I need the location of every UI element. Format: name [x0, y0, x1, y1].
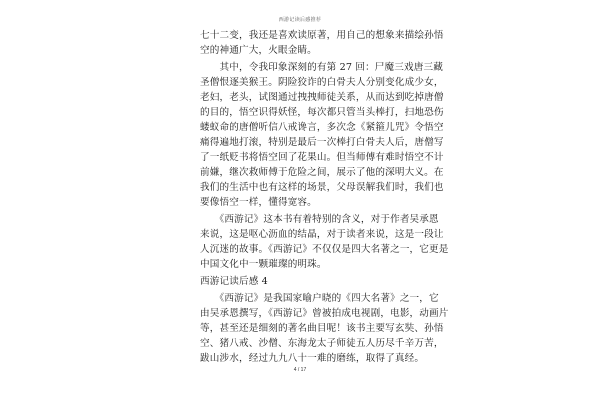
text-line: 痛得遍地打滚，特别是最后一次棒打白骨夫人后，唐僧写 [200, 137, 444, 148]
text-line: 《西游记》是我国家喻户晓的《四大名著》之一，它 [200, 293, 439, 304]
document-body [200, 28, 449, 366]
text-line: 空、猪八戒、沙僧、东海龙太子师徒五人历尽千辛万苦， [200, 338, 444, 349]
paragraph-4 [200, 291, 449, 366]
text-line: 前嫌，继次救师傅于危险之间，展示了他的深明大义。在 [200, 167, 444, 178]
text-line: 了一纸贬书将悟空回了花果山。但当师傅有难时悟空不计 [200, 152, 444, 163]
text-line: 来说，这是呕心沥血的结晶，对于读者来说，这是一段让 [200, 229, 444, 240]
page-number: 4 / 17 [293, 367, 307, 373]
text-line: 圣僧恨逐美猴王。阴险狡诈的白骨夫人分别变化成少女， [200, 77, 444, 88]
section-heading: 西游记读后感 4 [200, 276, 268, 287]
text-line: 要像悟空一样，懂得宽容。 [200, 197, 317, 208]
page-header: 西游记读后感推荐 [278, 17, 322, 23]
paragraph-1 [200, 28, 444, 58]
text-line: 老妇，老头，试图通过拽拽师徒关系，从而达到吃掉唐僧 [200, 92, 444, 103]
text-line: 跋山涉水，经过九九八十一难的磨练，取得了真经。 [200, 353, 425, 364]
text-line: 我们的生活中也有这样的场景，父母误解我们时，我们也 [200, 182, 444, 193]
text-line: 其中，令我印象深刻的有第 27 回：尸魔三戏唐三藏 [200, 62, 444, 73]
text-line: 中国文化中一颗璀璨的明珠。 [200, 259, 327, 270]
paragraph-2 [200, 60, 444, 210]
text-line: 由吴承恩撰写，《西游记》曾被拍成电视剧，电影，动画片 [200, 308, 449, 319]
text-line: 空的神通广大，火眼金睛。 [200, 45, 317, 56]
paragraph-3 [200, 212, 449, 272]
text-line: 蝼蚁命的唐僧听信八戒谗言，多次念《紧箍儿咒》令悟空 [200, 122, 444, 133]
text-line: 的目的，悟空识得妖怪，每次都只管当头棒打，扫地恐伤 [200, 107, 444, 118]
text-line: 七十二变，我还是喜欢读原著，用自己的想象来描绘孙悟 [200, 30, 444, 41]
text-line: 人沉迷的故事。《西游记》不仅仅是四大名著之一，它更是 [200, 244, 449, 255]
text-line: 等，甚至还是细刻的著名曲目呢！该书主要写玄奘、孙悟 [200, 323, 444, 334]
text-line: 《西游记》这本书有着特别的含义，对于作者吴承恩 [200, 214, 439, 225]
